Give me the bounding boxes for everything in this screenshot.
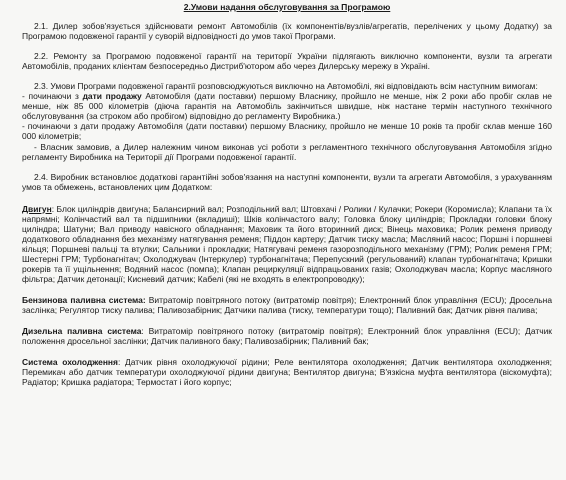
petrol-paragraph (22, 295, 552, 315)
cooling-block (22, 357, 552, 387)
item-1-prefix: - починаючи з (22, 91, 83, 102)
item-1-text: Автомобіля (дати поставки) першому Власнику, пройшло не менше, ніж 2 роки або пробіг склав не менше, ніж 85 000 кілометрів (діюча гарантія на Автомобіль закінчиться швидше, ніж настане термін наступного технічного обслуговування (за строком або пробігом) відповідно до регламенту Виробника.) (22, 91, 552, 122)
section-title: 2.Умови надання обслуговування за Програмою (183, 2, 391, 12)
petrol-block (22, 295, 552, 315)
paragraph-2-3-item-2: - починаючи з дати продажу Автомобіля (дати поставки) першому Власнику, пройшло не менше 10 років та пробіг склав менше 160 000 кілометрів; (22, 121, 552, 142)
cooling-label: Система охолодження (22, 357, 118, 368)
engine-paragraph (22, 204, 552, 284)
engine-text: : Блок циліндрів двигуна; Балансирний вал; Розподільний вал; Штовхачі / Ролики / Кулачки; Рокери (Коромисла); Клапани та їх напрямні; Колінчастий вал та підшипники (вкладиші); Шків колінчастого валу; Головка блоку циліндрів; Прокладки головки блоку циліндра; Шатуни; Вал приводу навісного обладнання; Маховик та його вторинний диск; Вінець маховика; Ролик ременя приводу додаткового обладнання без механізму натягування ременя; Піддон картеру; Датчик тиску масла; Масляний насос; Поршні і поршневі кільця; Поршневі пальці та втулки; Сальники і прокладки; Натягувачі ременя газорозподільного механізму (ГРМ); Ролик ременя ГРМ; Шестерні ГРМ; Турбонагнітач; Охолоджувач (Інтеркулер) турбонагнітача; Перепускний (регульований) клапан турбонагнітача; Кришки рокерів та її ущільнення; Водяний насос (помпа); Клапан рециркуляції відпрацьованих газів; Охолоджувач масла; Корпус масляного фільтра; Датчик детонації; Кисневий датчик; Кабелі (які не входять в електропроводку); (22, 203, 552, 285)
engine-label: Двигун (22, 203, 52, 214)
cooling-paragraph (22, 357, 552, 387)
engine-block (22, 204, 552, 284)
paragraph-2-4: 2.4. Виробник встановлює додаткові гарантійні зобов'язання на наступні компоненти, вузли та агрегати Автомобіля, з урахуванням умов та обмежень, встановлених цим Додатком: (22, 171, 552, 192)
petrol-label: Бензинова паливна система: (22, 295, 146, 306)
diesel-paragraph (22, 326, 552, 346)
diesel-block (22, 326, 552, 346)
petrol-text: Витратомір повітряного потоку (витратомір повітря); Електронний блок управління (ECU); Дросельна заслінка; Регулятор тиску палива; Паливозабірник; Датчики палива (тиску, температури тощо); Паливний бак; Датчик рівня палива; (22, 295, 553, 316)
paragraph-2-1: 2.1. Дилер зобов'язується здійснювати ремонт Автомобілів (їх компонентів/вузлів/агрегатів, перелічених у цьому Додатку) за Програмою подовженої гарантії у суворій відповідності до умов такої Програми. (22, 21, 552, 42)
diesel-label: Дизельна паливна система (22, 326, 142, 337)
item-1-emphasis: дати продажу (82, 91, 142, 102)
paragraph-2-3-item-1 (22, 91, 552, 121)
paragraph-2-3-intro: 2.3. Умови Програми подовженої гарантії розповсюджуються виключно на Автомобілі, які відповідають всім наступним вимогам: (34, 81, 538, 92)
paragraph-2-3-item-3: - Власник замовив, а Дилер належним чином виконав усі роботи з регламентного технічного обслуговування Автомобіля згідно регламенту Виробника на Території дії Програми подовженої гарантії. (22, 141, 552, 162)
diesel-text: : Витратомір повітряного потоку (витратомір повітря); Електронний блок управління (ECU); Датчик положення дросельної заслінки; Датчик паливного баку; Паливозабірник; Паливний бак; (22, 326, 552, 347)
paragraph-2-3 (22, 81, 552, 161)
paragraph-2-2: 2.2. Ремонту за Програмою подовженої гарантії на території України підлягають виключно компоненти, вузли та агрегати Автомобілів, проданих клієнтам безпосередньо Дистриб'ютором або через Дилерську мережу в Україні. (22, 51, 552, 72)
cooling-text: : Датчик рівня охолоджуючої рідини; Реле вентилятора охолодження; Датчик вентилятора охолодження; Перемикач або датчик температури охолоджуючої рідини двигуна; Вентилятор двигуна; В'язкісна муфта вентилятора (віскомуфта); Радіатор; Кришка радіатора; Термостат і його корпус; (22, 357, 552, 388)
